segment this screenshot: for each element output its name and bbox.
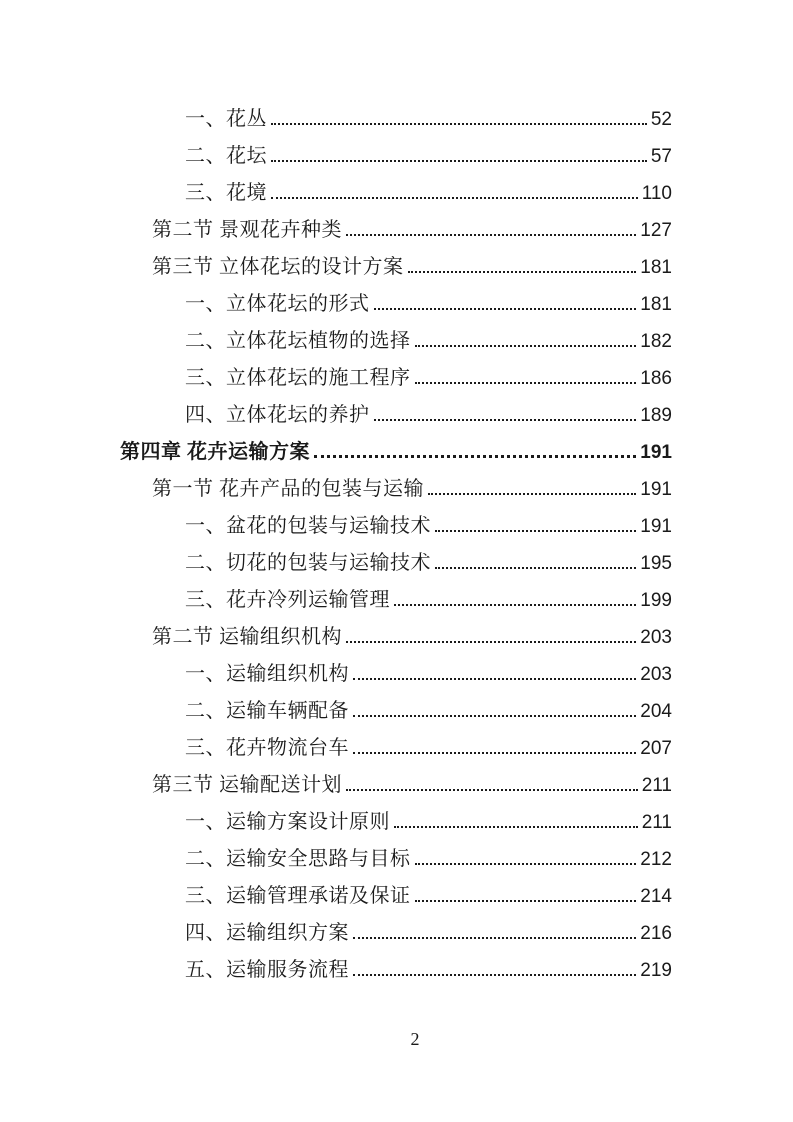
dot-leader [415, 345, 637, 347]
toc-entry-page-number: 199 [640, 590, 672, 611]
toc-entry[interactable] [120, 730, 672, 767]
dot-leader [271, 197, 638, 199]
toc-entry-page-number: 195 [640, 553, 672, 574]
page-footer [37, 1027, 793, 1051]
toc-entry[interactable] [120, 175, 672, 212]
toc-entry[interactable] [120, 434, 672, 471]
toc-entry[interactable] [120, 915, 672, 952]
toc-entry-page-number: 182 [640, 331, 672, 352]
toc-entry[interactable] [120, 582, 672, 619]
toc-entry[interactable] [120, 619, 672, 656]
toc-entry-label: 第一节 花卉产品的包装与运输 [152, 478, 424, 500]
toc-entry-label: 第三节 运输配送计划 [152, 774, 342, 796]
toc-entry[interactable] [120, 508, 672, 545]
toc-entry[interactable] [120, 212, 672, 249]
toc-entry-label: 三、花卉冷列运输管理 [185, 589, 390, 611]
toc-entry-page-number: 211 [641, 812, 672, 833]
dot-leader [415, 900, 637, 902]
dot-leader [353, 715, 636, 717]
toc-entry-page-number: 212 [640, 849, 672, 870]
toc-entry-page-number: 204 [640, 701, 672, 722]
toc-entry[interactable] [120, 249, 672, 286]
toc-entry-page-number: 181 [640, 294, 672, 315]
toc-entry[interactable] [120, 767, 672, 804]
dot-leader [435, 530, 636, 532]
toc-entry-page-number: 189 [640, 405, 672, 426]
toc-entry-label: 一、立体花坛的形式 [185, 293, 370, 315]
toc-entry[interactable] [120, 323, 672, 360]
dot-leader [374, 419, 637, 421]
toc-entry-label: 三、运输管理承诺及保证 [185, 885, 411, 907]
toc-entry[interactable] [120, 693, 672, 730]
toc-entry-label: 二、花坛 [185, 145, 267, 167]
toc-entry[interactable] [120, 878, 672, 915]
dot-leader [346, 234, 636, 236]
toc-entry-label: 一、运输方案设计原则 [185, 811, 390, 833]
dot-leader [353, 974, 636, 976]
toc-entry-page-number: 207 [640, 738, 672, 759]
dot-leader [394, 604, 636, 606]
dot-leader [415, 863, 637, 865]
dot-leader [346, 641, 636, 643]
toc-entry[interactable] [120, 101, 672, 138]
toc-entry-page-number: 203 [640, 664, 672, 685]
toc-entry-label: 第三节 立体花坛的设计方案 [152, 256, 404, 278]
toc-entry-label: 四、立体花坛的养护 [185, 404, 370, 426]
dot-leader [353, 752, 636, 754]
toc-entry-page-number: 127 [640, 220, 672, 241]
dot-leader [428, 493, 636, 495]
toc-entry[interactable] [120, 138, 672, 175]
toc-entry-page-number: 219 [640, 960, 672, 981]
dot-leader [346, 789, 638, 791]
toc-entry[interactable] [120, 397, 672, 434]
toc-entry-page-number: 191 [640, 516, 672, 537]
toc-entry-label: 四、运输组织方案 [185, 922, 349, 944]
toc-entry-label: 二、运输车辆配备 [185, 700, 349, 722]
dot-leader [271, 160, 647, 162]
toc-entry[interactable] [120, 286, 672, 323]
toc-entry[interactable] [120, 545, 672, 582]
toc-entry-page-number: 214 [640, 886, 672, 907]
dot-leader [394, 826, 638, 828]
toc-entry-page-number: 216 [640, 923, 672, 944]
dot-leader [435, 567, 636, 569]
toc-entry-label: 二、立体花坛植物的选择 [185, 330, 411, 352]
toc-entry[interactable] [120, 360, 672, 397]
table-of-contents [120, 101, 672, 989]
toc-entry-page-number: 181 [640, 257, 672, 278]
toc-entry-label: 第二节 景观花卉种类 [152, 219, 342, 241]
toc-entry[interactable] [120, 471, 672, 508]
toc-entry-label: 第二节 运输组织机构 [152, 626, 342, 648]
dot-leader [353, 937, 636, 939]
toc-entry-label: 一、盆花的包装与运输技术 [185, 515, 431, 537]
dot-leader [408, 271, 637, 273]
toc-entry[interactable] [120, 804, 672, 841]
toc-entry-label: 二、运输安全思路与目标 [185, 848, 411, 870]
toc-entry-label: 三、花卉物流台车 [185, 737, 349, 759]
toc-entry-page-number: 186 [640, 368, 672, 389]
toc-entry-label: 一、运输组织机构 [185, 663, 349, 685]
toc-entry-label: 五、运输服务流程 [185, 959, 349, 981]
dot-leader [271, 123, 647, 125]
toc-entry-label: 三、花境 [185, 182, 267, 204]
footer-page-number: 2 [410, 1029, 420, 1049]
toc-entry-page-number: 57 [650, 146, 672, 167]
toc-entry-page-number: 52 [650, 109, 672, 130]
toc-entry-label: 一、花丛 [185, 108, 267, 130]
toc-entry[interactable] [120, 656, 672, 693]
toc-entry-label: 二、切花的包装与运输技术 [185, 552, 431, 574]
toc-entry[interactable] [120, 841, 672, 878]
toc-entry-page-number: 110 [641, 183, 672, 204]
toc-entry-page-number: 191 [640, 479, 672, 500]
dot-leader [415, 382, 637, 384]
toc-entry-page-number: 211 [641, 775, 672, 796]
toc-entry[interactable] [120, 952, 672, 989]
toc-entry-page-number: 191 [640, 442, 672, 463]
dot-leader [314, 455, 636, 458]
toc-entry-label: 三、立体花坛的施工程序 [185, 367, 411, 389]
dot-leader [353, 678, 636, 680]
toc-entry-page-number: 203 [640, 627, 672, 648]
dot-leader [374, 308, 637, 310]
toc-entry-label: 第四章 花卉运输方案 [120, 441, 310, 463]
